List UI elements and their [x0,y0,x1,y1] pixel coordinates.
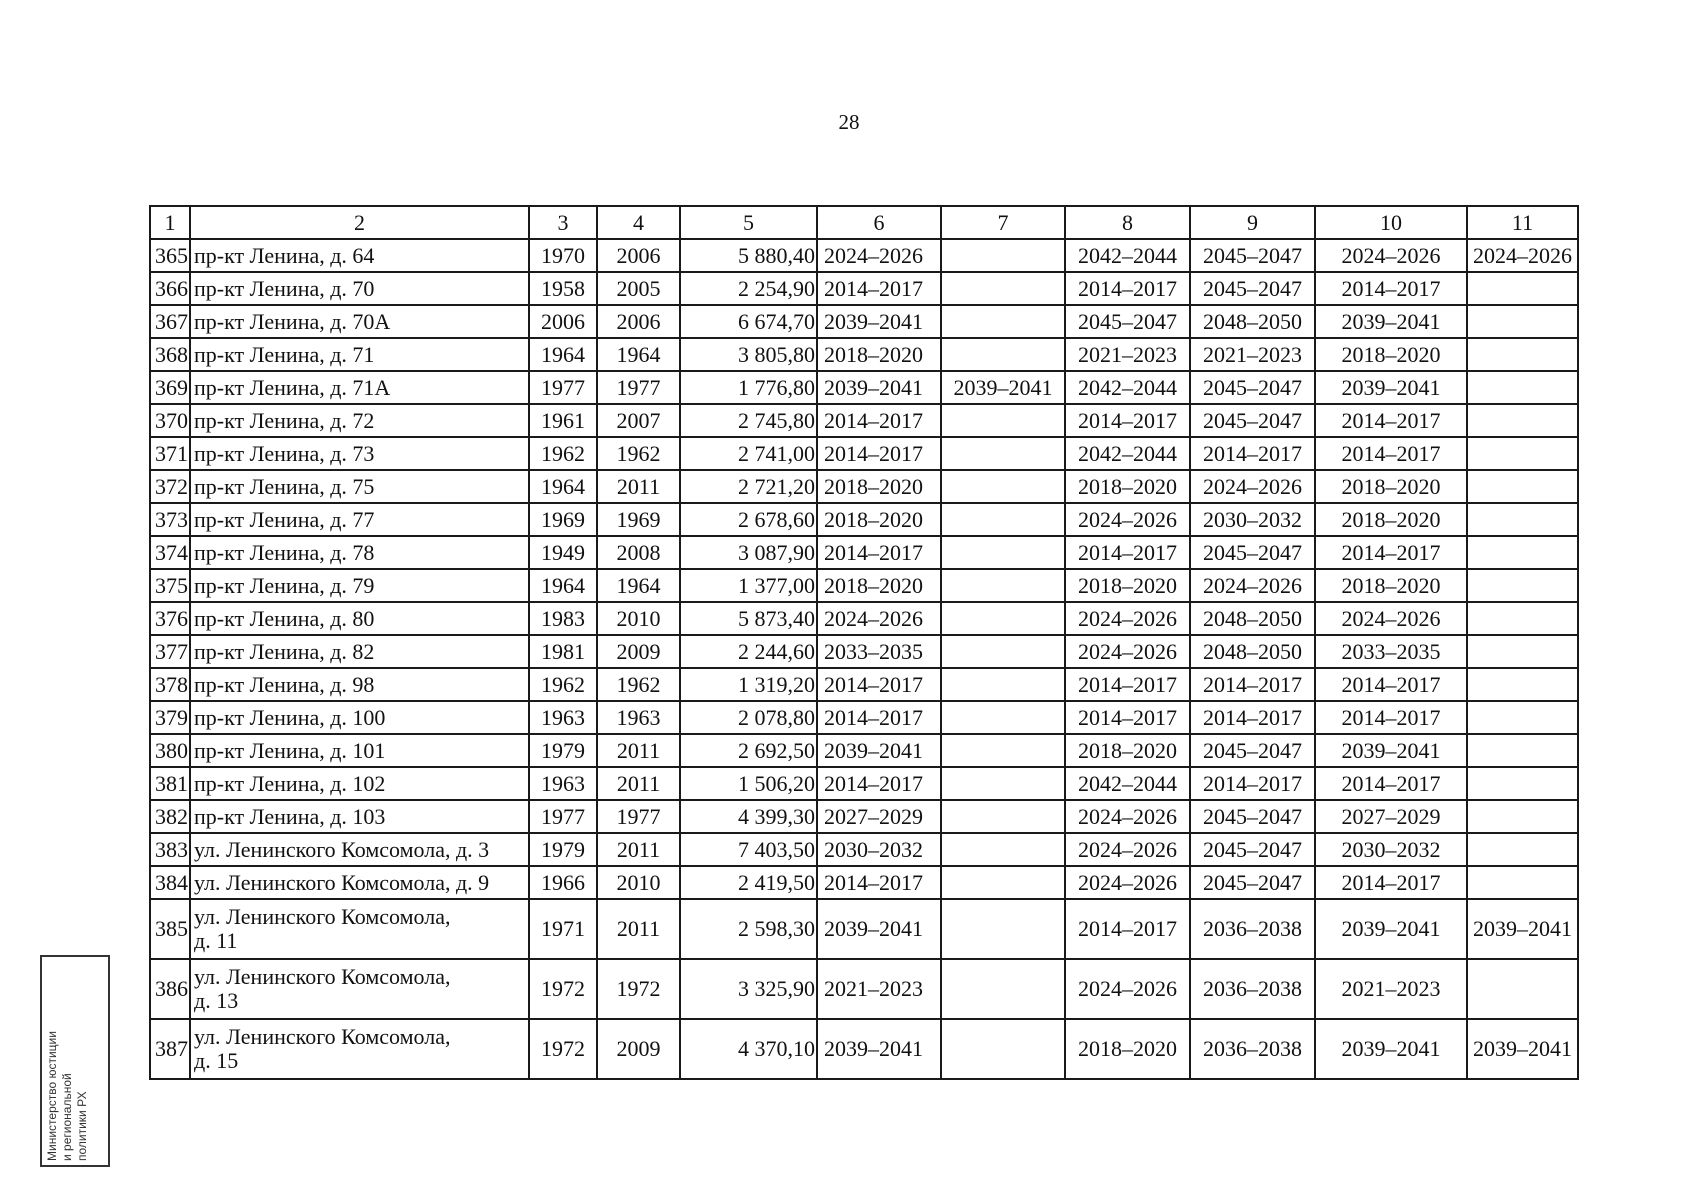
period-col9-cell: 2045–2047 [1190,239,1315,272]
period-col7-cell [941,668,1065,701]
period-col10-cell: 2014–2017 [1315,701,1467,734]
period-col8-cell: 2024–2026 [1065,800,1190,833]
column-header: 9 [1190,206,1315,239]
period-col9-cell: 2045–2047 [1190,371,1315,404]
period-col8-cell: 2021–2023 [1065,338,1190,371]
area-cell: 2 598,30 [680,899,817,959]
period-col11-cell [1467,734,1578,767]
address-cell: пр-кт Ленина, д. 71А [190,371,529,404]
address-cell: пр-кт Ленина, д. 80 [190,602,529,635]
renovation-year-cell: 1972 [597,959,680,1019]
build-year-cell: 1949 [529,536,597,569]
area-cell: 5 880,40 [680,239,817,272]
period-col10-cell: 2018–2020 [1315,569,1467,602]
area-cell: 2 741,00 [680,437,817,470]
period-col6-cell: 2018–2020 [817,503,941,536]
period-col7-cell [941,536,1065,569]
row-number-cell: 375 [150,569,190,602]
period-col9-cell: 2045–2047 [1190,404,1315,437]
renovation-year-cell: 2011 [597,767,680,800]
period-col6-cell: 2039–2041 [817,1019,941,1079]
period-col11-cell [1467,635,1578,668]
period-col10-cell: 2014–2017 [1315,437,1467,470]
period-col6-cell: 2018–2020 [817,338,941,371]
period-col9-cell: 2045–2047 [1190,866,1315,899]
period-col10-cell: 2033–2035 [1315,635,1467,668]
row-number-cell: 376 [150,602,190,635]
row-number-cell: 367 [150,305,190,338]
period-col9-cell: 2030–2032 [1190,503,1315,536]
build-year-cell: 1964 [529,338,597,371]
row-number-cell: 378 [150,668,190,701]
period-col9-cell: 2036–2038 [1190,899,1315,959]
build-year-cell: 1977 [529,371,597,404]
period-col10-cell: 2018–2020 [1315,503,1467,536]
address-cell: пр-кт Ленина, д. 64 [190,239,529,272]
address-cell: пр-кт Ленина, д. 82 [190,635,529,668]
period-col11-cell [1467,701,1578,734]
period-col10-cell: 2018–2020 [1315,470,1467,503]
period-col9-cell: 2045–2047 [1190,272,1315,305]
period-col9-cell: 2024–2026 [1190,470,1315,503]
table-row [150,503,1578,536]
table-row [150,272,1578,305]
period-col7-cell [941,470,1065,503]
row-number-cell: 374 [150,536,190,569]
build-year-cell: 1979 [529,833,597,866]
period-col6-cell: 2030–2032 [817,833,941,866]
period-col11-cell: 2039–2041 [1467,899,1578,959]
renovation-year-cell: 2005 [597,272,680,305]
period-col7-cell [941,305,1065,338]
row-number-cell: 380 [150,734,190,767]
table-row [150,668,1578,701]
build-year-cell: 1972 [529,959,597,1019]
build-year-cell: 1964 [529,470,597,503]
period-col9-cell: 2014–2017 [1190,437,1315,470]
period-col10-cell: 2014–2017 [1315,404,1467,437]
period-col8-cell: 2024–2026 [1065,959,1190,1019]
period-col11-cell [1467,338,1578,371]
period-col10-cell: 2039–2041 [1315,371,1467,404]
period-col6-cell: 2039–2041 [817,734,941,767]
table-row [150,602,1578,635]
column-header: 7 [941,206,1065,239]
period-col11-cell: 2039–2041 [1467,1019,1578,1079]
renovation-year-cell: 2011 [597,734,680,767]
table-row [150,899,1578,959]
area-cell: 3 805,80 [680,338,817,371]
renovation-year-cell: 2011 [597,899,680,959]
row-number-cell: 383 [150,833,190,866]
build-year-cell: 1966 [529,866,597,899]
address-cell: пр-кт Ленина, д. 79 [190,569,529,602]
build-year-cell: 1981 [529,635,597,668]
address-cell: пр-кт Ленина, д. 72 [190,404,529,437]
address-cell: пр-кт Ленина, д. 70 [190,272,529,305]
column-header: 11 [1467,206,1578,239]
period-col8-cell: 2014–2017 [1065,536,1190,569]
renovation-year-cell: 2009 [597,1019,680,1079]
renovation-year-cell: 1969 [597,503,680,536]
period-col6-cell: 2014–2017 [817,701,941,734]
table-row [150,470,1578,503]
area-cell: 7 403,50 [680,833,817,866]
area-cell: 2 692,50 [680,734,817,767]
build-year-cell: 1971 [529,899,597,959]
address-cell: пр-кт Ленина, д. 73 [190,437,529,470]
period-col7-cell: 2039–2041 [941,371,1065,404]
period-col8-cell: 2014–2017 [1065,701,1190,734]
build-year-cell: 1962 [529,437,597,470]
column-header: 8 [1065,206,1190,239]
period-col8-cell: 2018–2020 [1065,1019,1190,1079]
period-col7-cell [941,602,1065,635]
table-header-row [150,206,1578,239]
period-col8-cell: 2014–2017 [1065,668,1190,701]
renovation-year-cell: 1962 [597,668,680,701]
area-cell: 2 745,80 [680,404,817,437]
renovation-year-cell: 2006 [597,239,680,272]
renovation-year-cell: 1977 [597,371,680,404]
row-number-cell: 377 [150,635,190,668]
period-col6-cell: 2014–2017 [817,536,941,569]
period-col6-cell: 2039–2041 [817,305,941,338]
renovation-year-cell: 1962 [597,437,680,470]
period-col11-cell [1467,602,1578,635]
table-row [150,866,1578,899]
period-col6-cell: 2039–2041 [817,371,941,404]
housing-table [149,205,1579,1080]
period-col6-cell: 2014–2017 [817,668,941,701]
renovation-year-cell: 2007 [597,404,680,437]
period-col7-cell [941,239,1065,272]
period-col6-cell: 2018–2020 [817,470,941,503]
address-cell: ул. Ленинского Комсомола, д. 9 [190,866,529,899]
address-cell: пр-кт Ленина, д. 75 [190,470,529,503]
period-col11-cell [1467,767,1578,800]
period-col8-cell: 2024–2026 [1065,635,1190,668]
period-col11-cell [1467,800,1578,833]
renovation-year-cell: 2010 [597,602,680,635]
period-col11-cell [1467,503,1578,536]
column-header: 10 [1315,206,1467,239]
table-row [150,569,1578,602]
area-cell: 4 399,30 [680,800,817,833]
period-col9-cell: 2048–2050 [1190,305,1315,338]
period-col11-cell [1467,536,1578,569]
table-row [150,635,1578,668]
period-col10-cell: 2021–2023 [1315,959,1467,1019]
period-col11-cell [1467,404,1578,437]
period-col7-cell [941,569,1065,602]
row-number-cell: 365 [150,239,190,272]
address-cell: пр-кт Ленина, д. 78 [190,536,529,569]
renovation-year-cell: 2008 [597,536,680,569]
table-row [150,800,1578,833]
period-col8-cell: 2014–2017 [1065,899,1190,959]
build-year-cell: 1972 [529,1019,597,1079]
period-col10-cell: 2027–2029 [1315,800,1467,833]
period-col8-cell: 2018–2020 [1065,569,1190,602]
period-col9-cell: 2048–2050 [1190,635,1315,668]
period-col7-cell [941,767,1065,800]
stamp-line: и региональной [60,1073,74,1161]
period-col10-cell: 2024–2026 [1315,602,1467,635]
period-col7-cell [941,404,1065,437]
area-cell: 6 674,70 [680,305,817,338]
period-col9-cell: 2045–2047 [1190,833,1315,866]
period-col8-cell: 2024–2026 [1065,866,1190,899]
stamp-line: Министерство юстиции [45,1031,59,1161]
page-number: 28 [838,110,860,134]
period-col8-cell: 2014–2017 [1065,404,1190,437]
period-col7-cell [941,338,1065,371]
build-year-cell: 2006 [529,305,597,338]
period-col8-cell: 2045–2047 [1065,305,1190,338]
period-col11-cell [1467,272,1578,305]
renovation-year-cell: 2009 [597,635,680,668]
period-col9-cell: 2036–2038 [1190,959,1315,1019]
area-cell: 2 678,60 [680,503,817,536]
address-cell: пр-кт Ленина, д. 102 [190,767,529,800]
row-number-cell: 371 [150,437,190,470]
period-col9-cell: 2014–2017 [1190,668,1315,701]
table-row [150,338,1578,371]
stamp-line: политики РХ [75,1091,89,1161]
row-number-cell: 372 [150,470,190,503]
renovation-year-cell: 2010 [597,866,680,899]
address-cell: пр-кт Ленина, д. 71 [190,338,529,371]
period-col9-cell: 2045–2047 [1190,800,1315,833]
renovation-year-cell: 2011 [597,470,680,503]
period-col6-cell: 2014–2017 [817,767,941,800]
period-col9-cell: 2045–2047 [1190,734,1315,767]
build-year-cell: 1963 [529,767,597,800]
table-row [150,437,1578,470]
period-col6-cell: 2018–2020 [817,569,941,602]
period-col6-cell: 2021–2023 [817,959,941,1019]
period-col7-cell [941,833,1065,866]
table-row [150,371,1578,404]
period-col10-cell: 2018–2020 [1315,338,1467,371]
period-col7-cell [941,959,1065,1019]
period-col6-cell: 2014–2017 [817,272,941,305]
period-col7-cell [941,635,1065,668]
address-cell: пр-кт Ленина, д. 103 [190,800,529,833]
row-number-cell: 373 [150,503,190,536]
period-col10-cell: 2039–2041 [1315,305,1467,338]
build-year-cell: 1979 [529,734,597,767]
build-year-cell: 1963 [529,701,597,734]
table-row [150,734,1578,767]
period-col11-cell [1467,305,1578,338]
period-col11-cell [1467,470,1578,503]
period-col6-cell: 2024–2026 [817,602,941,635]
row-number-cell: 379 [150,701,190,734]
period-col11-cell [1467,959,1578,1019]
row-number-cell: 384 [150,866,190,899]
period-col10-cell: 2039–2041 [1315,1019,1467,1079]
period-col10-cell: 2039–2041 [1315,734,1467,767]
build-year-cell: 1970 [529,239,597,272]
period-col8-cell: 2024–2026 [1065,602,1190,635]
address-cell: ул. Ленинского Комсомола, д. 13 [190,959,529,1019]
area-cell: 3 325,90 [680,959,817,1019]
period-col9-cell: 2014–2017 [1190,701,1315,734]
build-year-cell: 1958 [529,272,597,305]
period-col6-cell: 2014–2017 [817,866,941,899]
row-number-cell: 369 [150,371,190,404]
table-row [150,404,1578,437]
period-col8-cell: 2042–2044 [1065,239,1190,272]
period-col10-cell: 2014–2017 [1315,668,1467,701]
period-col8-cell: 2042–2044 [1065,371,1190,404]
row-number-cell: 366 [150,272,190,305]
period-col6-cell: 2014–2017 [817,404,941,437]
period-col8-cell: 2042–2044 [1065,767,1190,800]
build-year-cell: 1977 [529,800,597,833]
table-row [150,1019,1578,1079]
address-cell: ул. Ленинского Комсомола, д. 15 [190,1019,529,1079]
period-col9-cell: 2036–2038 [1190,1019,1315,1079]
area-cell: 4 370,10 [680,1019,817,1079]
period-col7-cell [941,437,1065,470]
address-cell: пр-кт Ленина, д. 98 [190,668,529,701]
row-number-cell: 386 [150,959,190,1019]
period-col10-cell: 2030–2032 [1315,833,1467,866]
period-col8-cell: 2024–2026 [1065,833,1190,866]
registration-stamp [40,955,110,1167]
address-cell: ул. Ленинского Комсомола, д. 3 [190,833,529,866]
period-col7-cell [941,503,1065,536]
area-cell: 1 506,20 [680,767,817,800]
area-cell: 1 377,00 [680,569,817,602]
area-cell: 1 319,20 [680,668,817,701]
period-col10-cell: 2014–2017 [1315,272,1467,305]
build-year-cell: 1964 [529,569,597,602]
period-col11-cell [1467,569,1578,602]
table-row [150,239,1578,272]
period-col11-cell [1467,668,1578,701]
period-col7-cell [941,272,1065,305]
area-cell: 2 721,20 [680,470,817,503]
table-row [150,305,1578,338]
column-header: 4 [597,206,680,239]
period-col10-cell: 2014–2017 [1315,767,1467,800]
period-col6-cell: 2039–2041 [817,899,941,959]
period-col11-cell [1467,866,1578,899]
address-cell: пр-кт Ленина, д. 77 [190,503,529,536]
period-col7-cell [941,1019,1065,1079]
build-year-cell: 1983 [529,602,597,635]
area-cell: 2 244,60 [680,635,817,668]
period-col6-cell: 2027–2029 [817,800,941,833]
stamp-text [45,961,105,1161]
period-col11-cell: 2024–2026 [1467,239,1578,272]
period-col9-cell: 2048–2050 [1190,602,1315,635]
column-header: 5 [680,206,817,239]
address-cell: пр-кт Ленина, д. 101 [190,734,529,767]
address-cell: ул. Ленинского Комсомола, д. 11 [190,899,529,959]
row-number-cell: 368 [150,338,190,371]
row-number-cell: 387 [150,1019,190,1079]
renovation-year-cell: 2006 [597,305,680,338]
period-col11-cell [1467,437,1578,470]
renovation-year-cell: 1977 [597,800,680,833]
period-col10-cell: 2024–2026 [1315,239,1467,272]
renovation-year-cell: 2011 [597,833,680,866]
renovation-year-cell: 1963 [597,701,680,734]
build-year-cell: 1962 [529,668,597,701]
period-col6-cell: 2014–2017 [817,437,941,470]
period-col7-cell [941,734,1065,767]
column-header: 2 [190,206,529,239]
column-header: 3 [529,206,597,239]
period-col6-cell: 2033–2035 [817,635,941,668]
renovation-year-cell: 1964 [597,569,680,602]
column-header: 6 [817,206,941,239]
period-col7-cell [941,899,1065,959]
address-cell: пр-кт Ленина, д. 100 [190,701,529,734]
area-cell: 2 254,90 [680,272,817,305]
row-number-cell: 382 [150,800,190,833]
area-cell: 3 087,90 [680,536,817,569]
period-col9-cell: 2014–2017 [1190,767,1315,800]
table-row [150,959,1578,1019]
build-year-cell: 1969 [529,503,597,536]
period-col8-cell: 2024–2026 [1065,503,1190,536]
area-cell: 2 078,80 [680,701,817,734]
period-col10-cell: 2014–2017 [1315,536,1467,569]
row-number-cell: 370 [150,404,190,437]
period-col8-cell: 2042–2044 [1065,437,1190,470]
period-col9-cell: 2045–2047 [1190,536,1315,569]
period-col7-cell [941,800,1065,833]
period-col8-cell: 2018–2020 [1065,734,1190,767]
period-col11-cell [1467,833,1578,866]
table-row [150,701,1578,734]
period-col8-cell: 2018–2020 [1065,470,1190,503]
address-cell: пр-кт Ленина, д. 70А [190,305,529,338]
table-row [150,767,1578,800]
area-cell: 5 873,40 [680,602,817,635]
period-col10-cell: 2014–2017 [1315,866,1467,899]
table-row [150,833,1578,866]
period-col11-cell [1467,371,1578,404]
area-cell: 2 419,50 [680,866,817,899]
period-col9-cell: 2024–2026 [1190,569,1315,602]
period-col7-cell [941,701,1065,734]
row-number-cell: 381 [150,767,190,800]
table-row [150,536,1578,569]
renovation-year-cell: 1964 [597,338,680,371]
column-header: 1 [150,206,190,239]
row-number-cell: 385 [150,899,190,959]
area-cell: 1 776,80 [680,371,817,404]
period-col8-cell: 2014–2017 [1065,272,1190,305]
build-year-cell: 1961 [529,404,597,437]
period-col10-cell: 2039–2041 [1315,899,1467,959]
period-col7-cell [941,866,1065,899]
period-col6-cell: 2024–2026 [817,239,941,272]
period-col9-cell: 2021–2023 [1190,338,1315,371]
